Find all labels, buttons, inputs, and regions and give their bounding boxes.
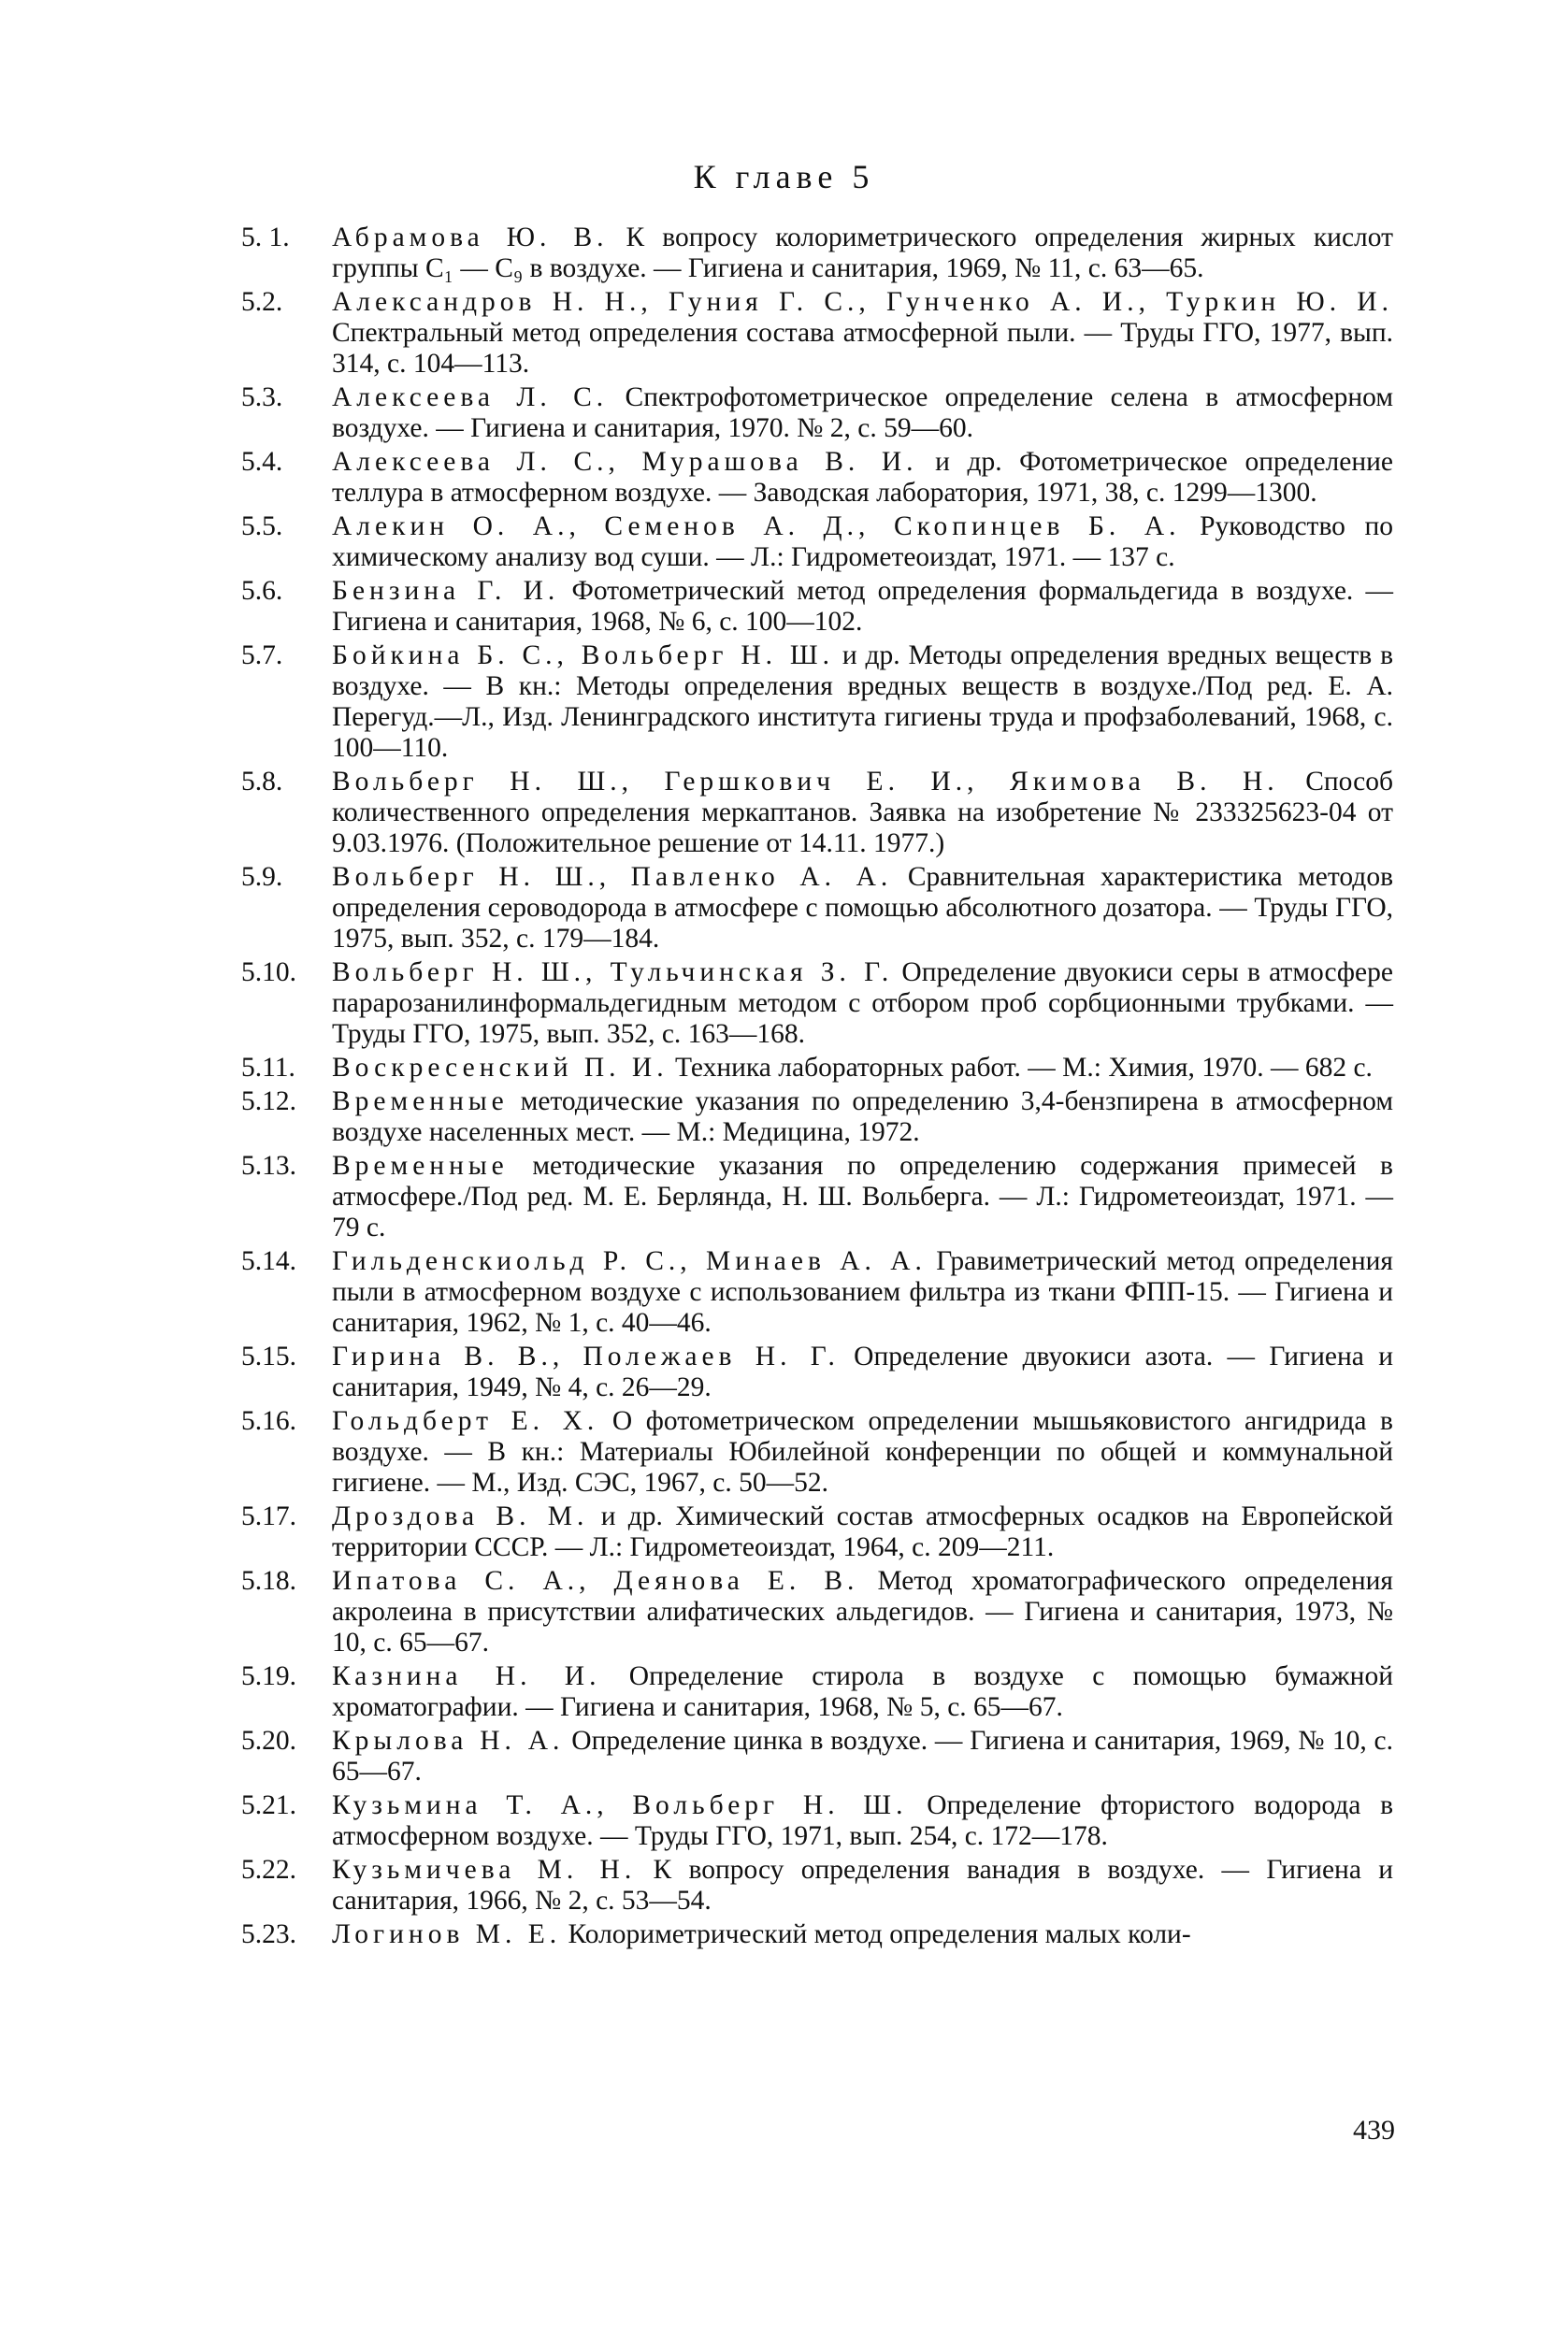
reference-number: 5.14. [241,1246,296,1276]
reference-authors: Казнина Н. И. [332,1661,601,1691]
reference-entry [241,767,1393,859]
reference-entry [241,1342,1393,1403]
reference-number: 5.6. [241,576,283,606]
reference-authors: Временные [332,1086,509,1116]
reference-number: 5.9. [241,862,283,892]
reference-body [332,1053,1393,1084]
reference-authors: Логинов М. Е. [332,1919,562,1949]
reference-body [332,957,1393,1050]
reference-text: Гравиметрический метод определения пыли в атмосферном воздухе с использованием фильтра из ткани ФПП-15. — Гигиена и санитария, 1962, № 1, с. 40—46. [332,1246,1393,1338]
reference-body [332,1086,1393,1148]
reference-authors: Ипатова С. А., Деянова Е. В. [332,1566,859,1596]
reference-authors: Бензина Г. И. [332,576,560,606]
reference-number: 5.16. [241,1406,296,1436]
reference-entry [241,511,1393,573]
reference-list [241,223,1393,1953]
reference-text: Руководство по химическому анализу вод суши. — Л.: Гидрометеоиздат, 1971. — 137 с. [332,511,1394,572]
reference-body [332,1726,1393,1788]
chapter-title: К главе 5 [693,158,875,195]
reference-text: К вопросу определения ванадия в воздухе. — Гигиена и санитария, 1966, № 2, с. 53—54. [332,1855,1394,1916]
reference-body [332,1855,1393,1917]
reference-body [332,447,1393,509]
reference-number: 5. 1. [241,223,290,252]
reference-entry [241,447,1393,509]
reference-entry [241,1406,1393,1499]
reference-body [332,1151,1393,1243]
reference-authors: Воскресенский П. И. [332,1053,669,1083]
reference-entry [241,1501,1393,1563]
reference-body [332,1661,1393,1723]
reference-text: Техника лабораторных работ. — М.: Химия, 1970. — 682 с. [674,1053,1373,1083]
reference-body [332,1790,1393,1852]
reference-text: Фотометрический метод определения формальдегида в воздухе. — Гигиена и санитария, 1968, № 6, с. 100—102. [332,576,1393,637]
reference-body [332,382,1393,444]
reference-body [332,287,1393,380]
reference-entry [241,640,1393,764]
reference-number: 5.19. [241,1661,296,1691]
reference-authors: Вольберг Н. Ш., Гершкович Е. И., Якимова В. Н. [332,767,1279,797]
reference-entry [241,1246,1393,1339]
reference-entry [241,1566,1393,1659]
reference-text: Сравнительная характеристика методов определения сероводорода в атмосфере с помощью абсолютного дозатора. — Труды ГГО, 1975, вып. 352, с. 179—184. [332,862,1393,954]
reference-number: 5.11. [241,1053,295,1083]
reference-number: 5.21. [241,1790,296,1820]
reference-text: Определение стирола в воздухе с помощью бумажной хроматографии. — Гигиена и санитария, 1968, № 5, с. 65—67. [332,1661,1393,1722]
reference-number: 5.3. [241,382,283,412]
reference-text: Спектральный метод определения состава атмосферной пыли. — Труды ГГО, 1977, вып. 314, с. 104—113. [332,318,1393,379]
reference-entry [241,1726,1393,1788]
reference-authors: Гольдберт Е. Х. [332,1406,599,1436]
reference-authors: Алексеева Л. С., Мурашова В. И. [332,447,918,477]
reference-number: 5.18. [241,1566,296,1596]
reference-text: Способ количественного определения меркаптанов. Заявка на изобретение № 233325623-04 от 9.03.1976. (Положительное решение от 14.11. 1977.) [332,767,1394,858]
reference-number: 5.20. [241,1726,296,1756]
reference-text: Определение цинка в воздухе. — Гигиена и санитария, 1969, № 10, с. 65—67. [332,1726,1394,1787]
reference-text: методические указания по определению содержания примесей в атмосфере./Под ред. М. Е. Берлянда, Н. Ш. Вольберга. — Л.: Гидрометеоиздат, 1971. — 79 с. [332,1151,1393,1242]
page-number: 439 [1353,2115,1395,2146]
reference-authors: Вольберг Н. Ш., Тульчинская З. Г. [332,957,894,987]
reference-authors: Кузьмина Т. А., Вольберг Н. Ш. [332,1790,908,1820]
reference-text: К вопросу колориметрического определения жирных кислот группы C₁ — C₉ в воздухе. — Гигиена и санитария, 1969, № 11, с. 63—65. [332,223,1394,283]
reference-body [332,1566,1393,1659]
reference-entry [241,1053,1393,1084]
reference-text: Спектрофотометрическое определение селена в атмосферном воздухе. — Гигиена и санитария, 1970. № 2, с. 59—60. [332,382,1393,443]
reference-entry [241,223,1393,284]
reference-text: методические указания по определению 3,4-бензпирена в атмосферном воздухе населенных мест. — М.: Медицина, 1972. [332,1086,1393,1147]
reference-authors: Абрамова Ю. В. [332,223,609,252]
reference-authors: Алекин О. А., Семенов А. Д., Скопинцев Б. А. [332,511,1181,541]
reference-entry [241,957,1393,1050]
reference-text: О фотометрическом определении мышьяковистого ангидрида в воздухе. — В кн.: Материалы Юбилейной конференции по общей и коммунальной гигиене. — М., Изд. СЭС, 1967, с. 50—52. [332,1406,1393,1498]
reference-body [332,862,1393,955]
reference-number: 5.15. [241,1342,296,1372]
reference-entry [241,1919,1393,1950]
reference-entry [241,1086,1393,1148]
reference-number: 5.2. [241,287,283,317]
reference-text: Определение фтористого водорода в атмосферном воздухе. — Труды ГГО, 1971, вып. 254, с. 172—178. [332,1790,1393,1851]
reference-number: 5.10. [241,957,296,987]
reference-body [332,1501,1393,1563]
reference-entry [241,576,1393,638]
reference-body [332,767,1393,859]
reference-authors: Бойкина Б. С., Вольберг Н. Ш. [332,640,834,670]
reference-authors: Алексеева Л. С. [332,382,609,412]
reference-authors: Дроздова В. М. [332,1501,589,1531]
reference-body [332,511,1393,573]
reference-authors: Вольберг Н. Ш., Павленко А. А. [332,862,893,892]
reference-body [332,223,1393,284]
reference-entry [241,1855,1393,1917]
reference-text: Определение двуокиси азота. — Гигиена и санитария, 1949, № 4, с. 26—29. [332,1342,1393,1402]
reference-number: 5.7. [241,640,283,670]
reference-authors: Гирина В. В., Полежаев Н. Г. [332,1342,840,1372]
reference-number: 5.5. [241,511,283,541]
reference-authors: Гильденскиольд Р. С., Минаев А. А. [332,1246,927,1276]
reference-number: 5.22. [241,1855,296,1885]
reference-entry [241,287,1393,380]
reference-number: 5.4. [241,447,283,477]
reference-body [332,576,1393,638]
reference-body [332,1342,1393,1403]
reference-authors: Кузьмичева М. Н. [332,1855,637,1885]
reference-body [332,1919,1393,1950]
reference-text: Колориметрический метод определения малых коли- [568,1919,1191,1949]
reference-text: Метод хроматографического определения акролеина в присутствии алифатических альдегидов. — Гигиена и санитария, 1973, № 10, с. 65—67. [332,1566,1393,1658]
reference-authors: Крылова Н. А. [332,1726,565,1756]
reference-body [332,1246,1393,1339]
reference-entry [241,1790,1393,1852]
reference-entry [241,382,1393,444]
reference-body [332,640,1393,764]
reference-number: 5.23. [241,1919,296,1949]
reference-entry [241,1661,1393,1723]
reference-text: и др. Фотометрическое определение теллура в атмосферном воздухе. — Заводская лаборатория, 1971, 38, с. 1299—1300. [332,447,1394,508]
reference-entry [241,862,1393,955]
reference-number: 5.13. [241,1151,296,1181]
reference-text: Определение двуокиси серы в атмосфере парарозанилинформальдегидным методом с отбором проб сорбционными трубками. — Труды ГГО, 1975, вып. 352, с. 163—168. [332,957,1393,1049]
reference-text: и др. Методы определения вредных веществ в воздухе. — В кн.: Методы определения вредных веществ в воздухе./Под ред. Е. А. Перегуд.—Л., Изд. Ленинградского института гигиены труда и профзаболеваний, 1968, с. 100—110. [332,640,1393,763]
reference-number: 5.12. [241,1086,296,1116]
reference-authors: Александров Н. Н., Гуния Г. С., Гунченко А. И., Туркин Ю. И. [332,287,1393,317]
reference-authors: Временные [332,1151,509,1181]
reference-number: 5.8. [241,767,283,797]
reference-number: 5.17. [241,1501,296,1531]
reference-entry [241,1151,1393,1243]
reference-body [332,1406,1393,1499]
reference-text: и др. Химический состав атмосферных осадков на Европейской территории СССР. — Л.: Гидрометеоиздат, 1964, с. 209—211. [332,1501,1393,1562]
